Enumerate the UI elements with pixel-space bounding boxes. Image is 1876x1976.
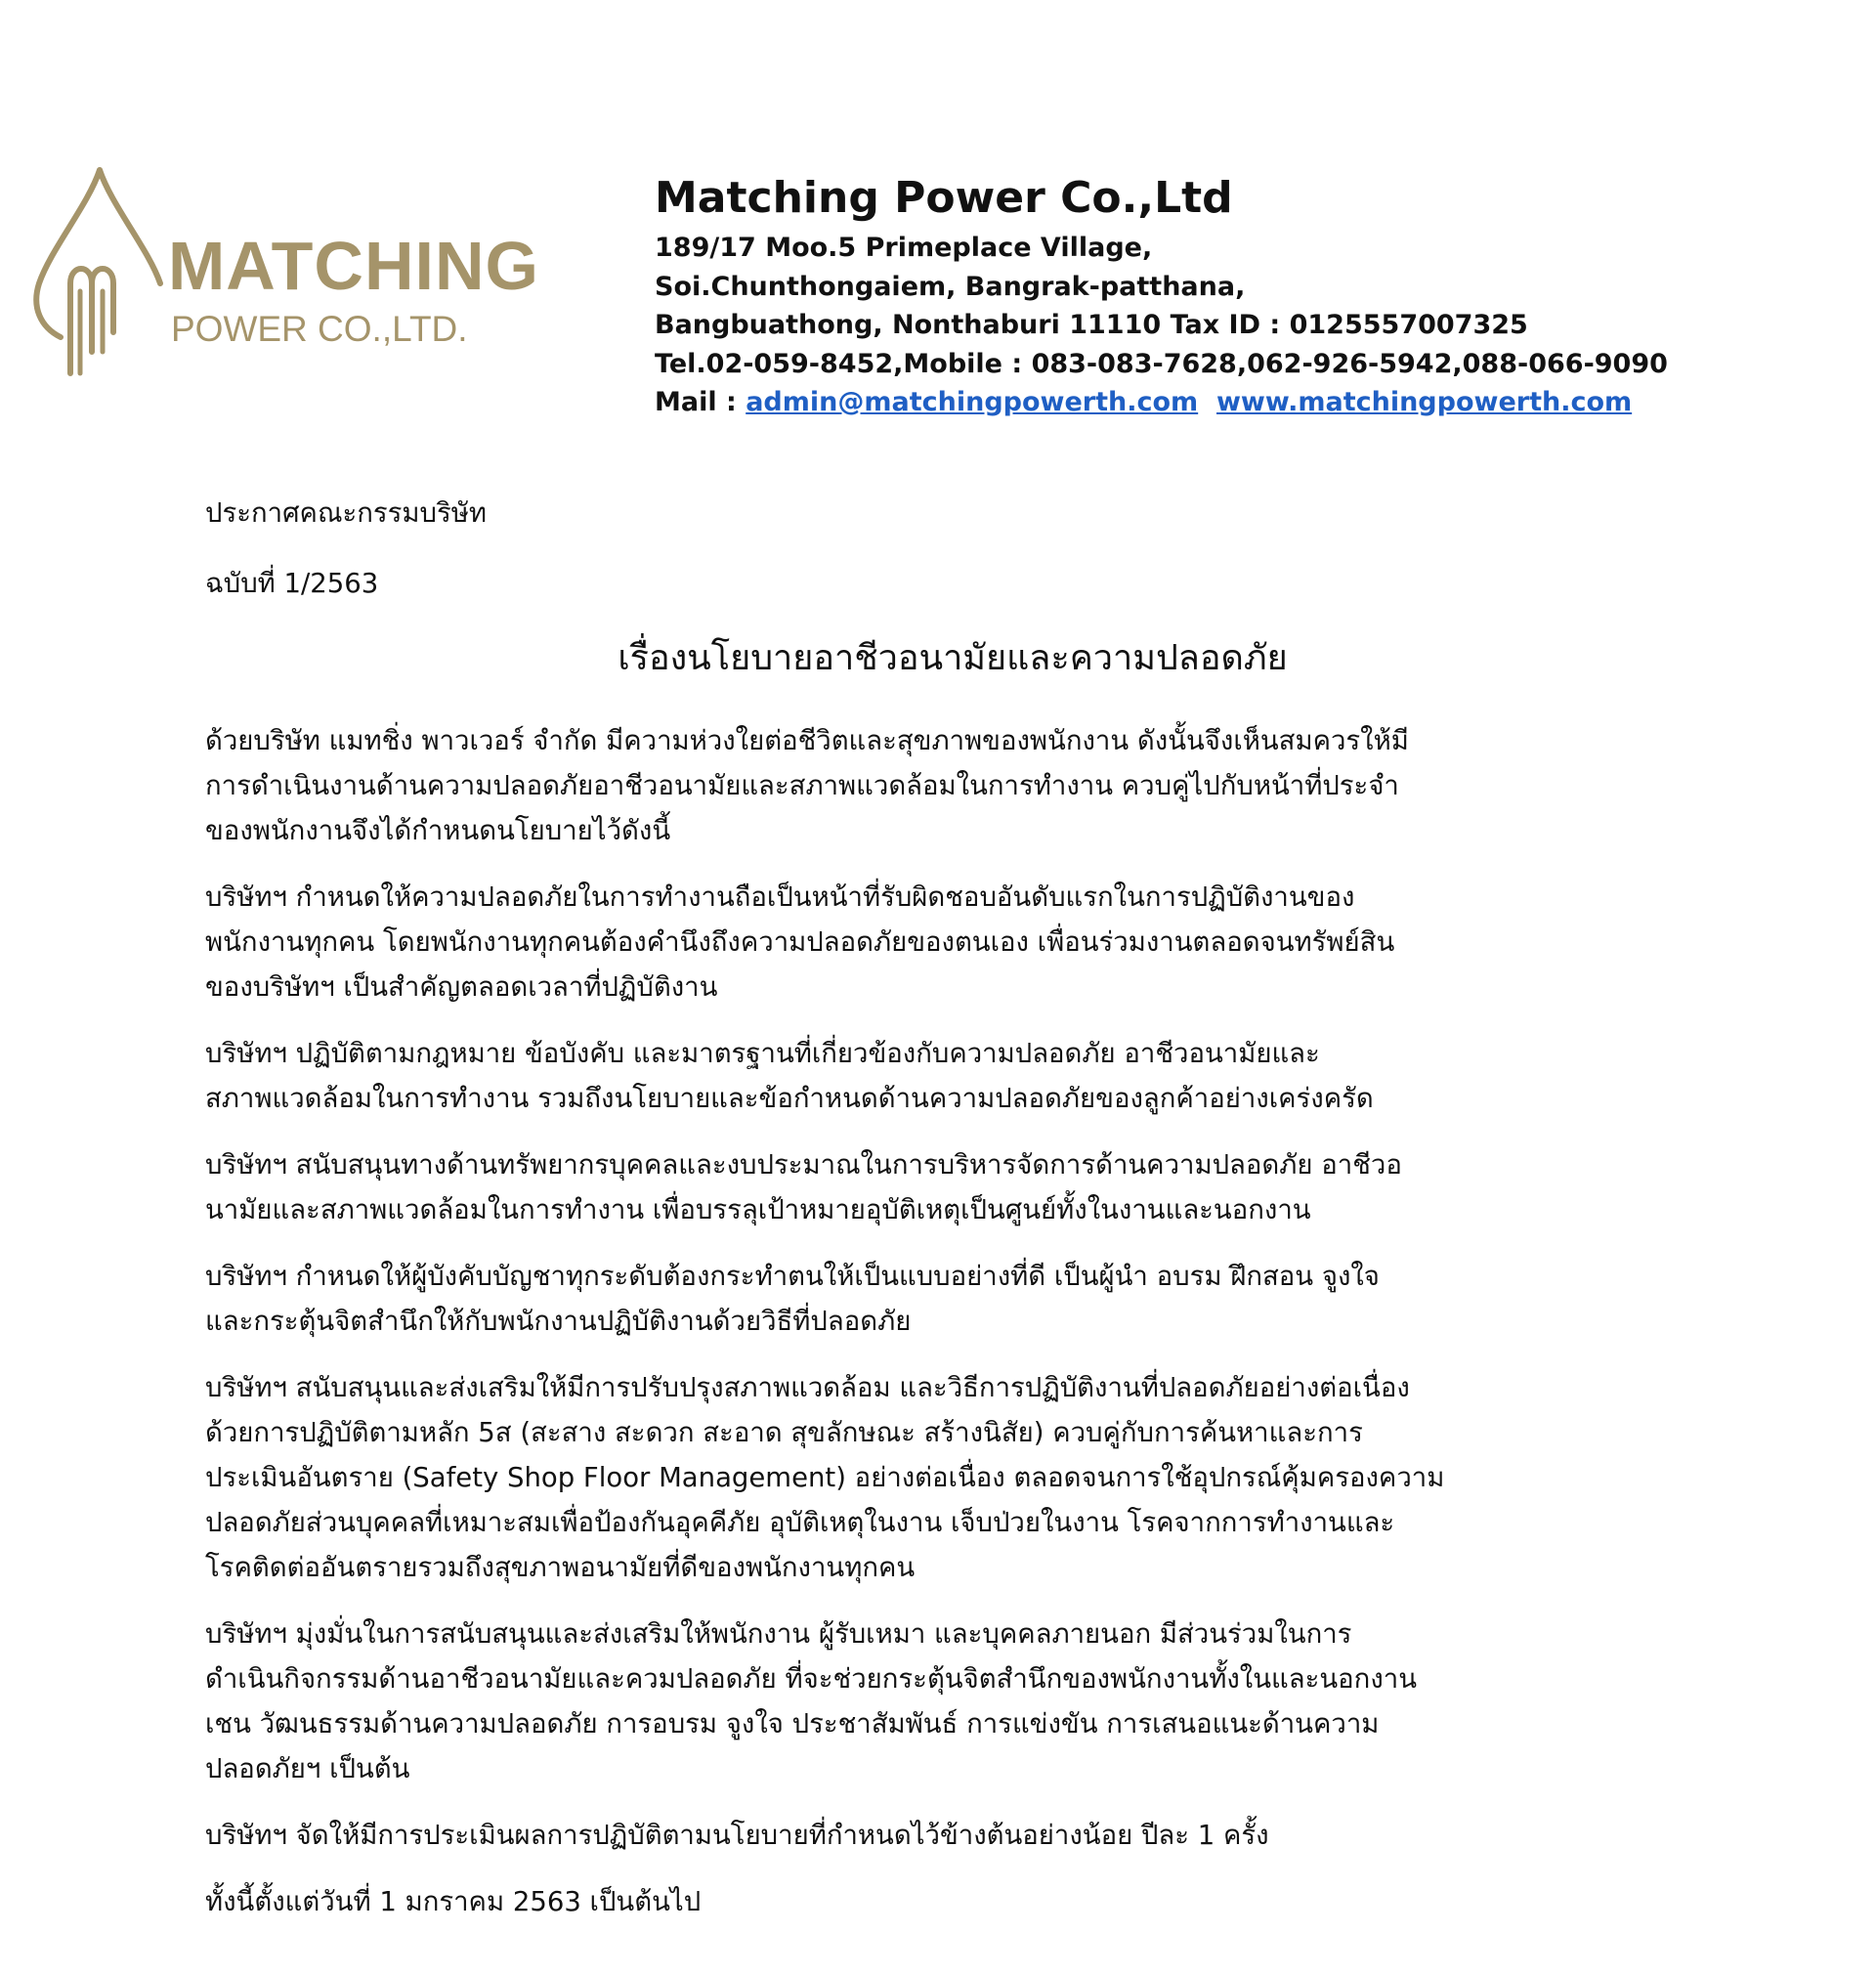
website-link[interactable]: www.matchingpowerth.com xyxy=(1215,387,1633,417)
paragraph-line: บริษัทฯ กำหนดให้ความปลอดภัยในการทำงานถือเป็นหน้าที่รับผิดชอบอันดับแรกในการปฏิบัติงานของ xyxy=(205,881,1355,913)
policy-paragraph xyxy=(205,1879,1710,1924)
policy-paragraph xyxy=(205,1611,1710,1791)
paragraph-line: พนักงานทุกคน โดยพนักงานทุกคนต้องคำนึงถึงความปลอดภัยของตนเอง เพื่อนร่วมงานตลอดจนทรัพย์สิน xyxy=(205,926,1395,958)
issuer: ประกาศคณะกรรมบริษัท xyxy=(205,497,488,529)
paragraph-line: บริษัทฯ มุ่งมั่นในการสนับสนุนและส่งเสริมให้พนักงาน ผู้รับเหมา และบุคคลภายนอก มีส่วนร่วมในการ xyxy=(205,1618,1352,1650)
paragraph-line: การดำเนินงานด้านความปลอดภัยอาชีวอนามัยและสภาพแวดล้อมในการทำงาน ควบคู่ไปกับหน้าที่ประจำ xyxy=(205,770,1399,801)
mail-line xyxy=(655,383,1778,422)
announcement-title: เรื่องนโยบายอาชีวอนามัยและความปลอดภัย xyxy=(618,638,1288,678)
paragraph-line: ปลอดภัยส่วนบุคคลที่เหมาะสมเพื่อป้องกันอุคคีภัย อุบัติเหตุในงาน เจ็บป่วยในงาน โรคจากการทำงานและ xyxy=(205,1507,1395,1538)
paragraph-line: เชน วัฒนธรรมด้านความปลอดภัย การอบรม จูงใจ ประชาสัมพันธ์ การแข่งขัน การเสนอแนะด้านความ xyxy=(205,1708,1380,1740)
paragraph-line: บริษัทฯ จัดให้มีการประเมินผลการปฏิบัติตามนโยบายที่กำหนดไว้ข้างต้นอย่างน้อย ปีละ 1 ครั้ง xyxy=(205,1820,1269,1851)
paragraph-line: ประเมินอันตราย (Safety Shop Floor Management) อย่างต่อเนื่อง ตลอดจนการใช้อุปกรณ์คุ้มครองความ xyxy=(205,1462,1445,1493)
paragraph-line: ทั้งนี้ตั้งแต่วันที่ 1 มกราคม 2563 เป็นต้นไป xyxy=(205,1886,702,1917)
flame-drop-icon xyxy=(31,166,168,386)
paragraph-line: บริษัทฯ สนับสนุนทางด้านทรัพยากรบุคคลและงบประมาณในการบริหารจัดการด้านความปลอดภัย อาชีวอ xyxy=(205,1149,1402,1181)
paragraph-line: บริษัทฯ สนับสนุนและส่งเสริมให้มีการปรับปรุงสภาพแวดล้อม และวิธีการปฏิบัติงานที่ปลอดภัยอย่างต่อเนื่อง xyxy=(205,1372,1410,1403)
paragraph-line: ด้วยบริษัท แมทชิ่ง พาวเวอร์ จำกัด มีความห่วงใยต่อชีวิตและสุขภาพของพนักงาน ดังนั้นจึงเห็นสมควรให้มี xyxy=(205,725,1409,756)
policy-paragraph xyxy=(205,1142,1710,1232)
company-header xyxy=(655,168,1778,422)
address-line-2: Soi.Chunthongaiem, Bangrak-patthana, xyxy=(655,271,1246,302)
company-logo xyxy=(31,166,559,386)
announcement-body xyxy=(205,494,1710,1946)
paragraph-line: นามัยและสภาพแวดล้อมในการทำงาน เพื่อบรรลุเป้าหมายอุบัติเหตุเป็นศูนย์ทั้งในงานและนอกงาน xyxy=(205,1194,1311,1225)
paragraph-line: ดำเนินกิจกรรมด้านอาชีวอนามัยและควมปลอดภัย ที่จะช่วยกระตุ้นจิตสำนึกของพนักงานทั้งในและนอกงาน xyxy=(205,1663,1417,1695)
email-link[interactable]: admin@matchingpowerth.com xyxy=(746,387,1199,417)
paragraph-list xyxy=(205,718,1710,1924)
paragraph-line: สภาพแวดล้อมในการทำงาน รวมถึงนโยบายและข้อกำหนดด้านความปลอดภัยของลูกค้าอย่างเคร่งครัด xyxy=(205,1083,1374,1114)
policy-paragraph xyxy=(205,1365,1710,1590)
address-line-1: 189/17 Moo.5 Primeplace Village, xyxy=(655,233,1153,263)
policy-paragraph xyxy=(205,1254,1710,1344)
paragraph-line: โรคติดต่ออันตรายรวมถึงสุขภาพอนามัยที่ดีของพนักงานทุกคน xyxy=(205,1552,916,1583)
paragraph-line: ของพนักงานจึงได้กำหนดนโยบายไว้ดังนี้ xyxy=(205,815,671,846)
company-name: Matching Power Co.,Ltd xyxy=(655,173,1233,223)
paragraph-line: บริษัทฯ ปฏิบัติตามกฎหมาย ข้อบังคับ และมาตรฐานที่เกี่ยวข้องกับความปลอดภัย อาชีวอนามัยและ xyxy=(205,1038,1320,1069)
paragraph-line: ด้วยการปฏิบัติตามหลัก 5ส (สะสาง สะดวก สะอาด สุขลักษณะ สร้างนิสัย) ควบคู่กับการค้นหาและการ xyxy=(205,1417,1363,1448)
phone-line: Tel.02-059-8452,Mobile : 083-083-7628,062-926-5942,088-066-9090 xyxy=(655,348,1668,379)
policy-paragraph xyxy=(205,875,1710,1009)
policy-paragraph xyxy=(205,1813,1710,1858)
policy-paragraph xyxy=(205,718,1710,853)
paragraph-line: และกระตุ้นจิตสำนึกให้กับพนักงานปฏิบัติงานด้วยวิธีที่ปลอดภัย xyxy=(205,1306,912,1337)
policy-paragraph xyxy=(205,1031,1710,1121)
address-line-3: Bangbuathong, Nonthaburi 11110 Tax ID : 0125557007325 xyxy=(655,310,1528,340)
paragraph-line: ปลอดภัยฯ เป็นต้น xyxy=(205,1753,410,1784)
logo-brand-text: MATCHING xyxy=(168,228,539,304)
issue-number: ฉบับที่ 1/2563 xyxy=(205,568,379,599)
logo-sub-text: POWER CO.,LTD. xyxy=(171,309,468,349)
paragraph-line: ของบริษัทฯ เป็นสำคัญตลอดเวลาที่ปฏิบัติงาน xyxy=(205,971,718,1003)
mail-label: Mail : xyxy=(655,387,737,417)
paragraph-line: บริษัทฯ กำหนดให้ผู้บังคับบัญชาทุกระดับต้องกระทำตนให้เป็นแบบอย่างที่ดี เป็นผู้นำ อบรม ฝึกสอน จูงใจ xyxy=(205,1261,1380,1292)
